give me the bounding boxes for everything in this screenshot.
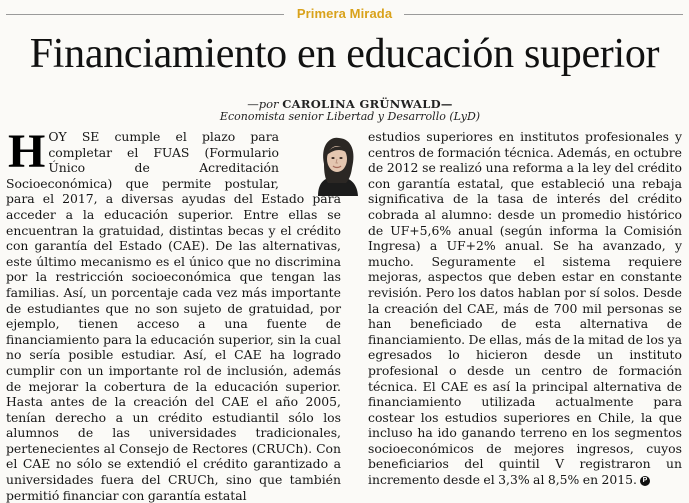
article-body-col2: estudios superiores en institutos profesionales y centros de formación técnica. Además, en octubre de 2012 se realizó una reforma a la ley del crédito con garantía estatal, que estableció una rebaja significativa de la tasa de interés del crédito cobrada al alumno: desde un promedio histórico de UF+5,6% anual (según informa la Comisión Ingresa) a UF+2% anual. Se ha avanzado, y mucho. Seguramente el sistema requiere mejoras, aspectos que deben estar en constante revisión. Pero los datos hablan por sí solos. Desde la creación del CAE, más de 700 mil personas se han beneficiado de esta alternativa de financiamiento. De ellas, más de la mitad de los ya egresados lo hicieron desde un instituto profesional o desde un centro de formación técnica. El CAE es así la principal alternativa de financiamiento utilizada actualmente para costear los estudios superiores en Chile, la que incluso ha ido ganando terreno en los segmentos socioeconómicos de mejores ingresos, cuyos beneficiarios del quintil V registraron un incremento desde el 3,3% al 8,5% en 2015. [368, 129, 682, 488]
byline-prefix: —por [247, 97, 279, 111]
drop-cap: H [8, 125, 46, 178]
byline [150, 97, 550, 111]
section-rule-right [404, 14, 683, 15]
author-role: Economista senior Libertad y Desarrollo (LyD) [219, 110, 481, 123]
article-body-col1: (Formulario Único de Acreditación Socioeconómica) que permite postular, para el 2017, a diversas ayudas del Estado para acceder a la educación superior. Entre ellas se encuentran la gratuidad, distintas becas y el crédito con garantía del Estado (CAE). De las alternativas, este último mecanismo es el único que no discrimina por la restricción socioeconómica que tengan las familias. Así, un porcentaje cada vez más importante de estudiantes que no son sujeto de gratuidad, por ejemplo, tienen acceso a una fuente de financiamiento para la educación superior, sin la cual no sería posible estudiar. Así, el CAE ha logrado cumplir con un importante rol de inclusión, además de mejorar la cobertura de la educación superior. Hasta antes de la creación del CAE el año 2005, tenían derecho a un crédito estudiantil sólo los alumnos de las universidades tradicionales, pertenecientes al Consejo de Rectores (CRUCh). Con el CAE no sólo se extendió el crédito garantizado a universidades fuera del CRUCh, sino que también permitió financiar con garantía estatal [6, 144, 341, 503]
section-label: Primera Mirada [296, 6, 393, 21]
photo-wrap-spacer [279, 129, 341, 191]
author-name: CAROLINA GRÜNWALD— [282, 97, 453, 111]
article-column-2 [368, 129, 682, 488]
end-mark-icon: P [640, 476, 650, 486]
article-column-1 [6, 125, 341, 503]
headline: Financiamiento en educación superior [29, 31, 660, 77]
lead-text: OY SE cumple el plazo para completar el FUAS [48, 129, 279, 160]
